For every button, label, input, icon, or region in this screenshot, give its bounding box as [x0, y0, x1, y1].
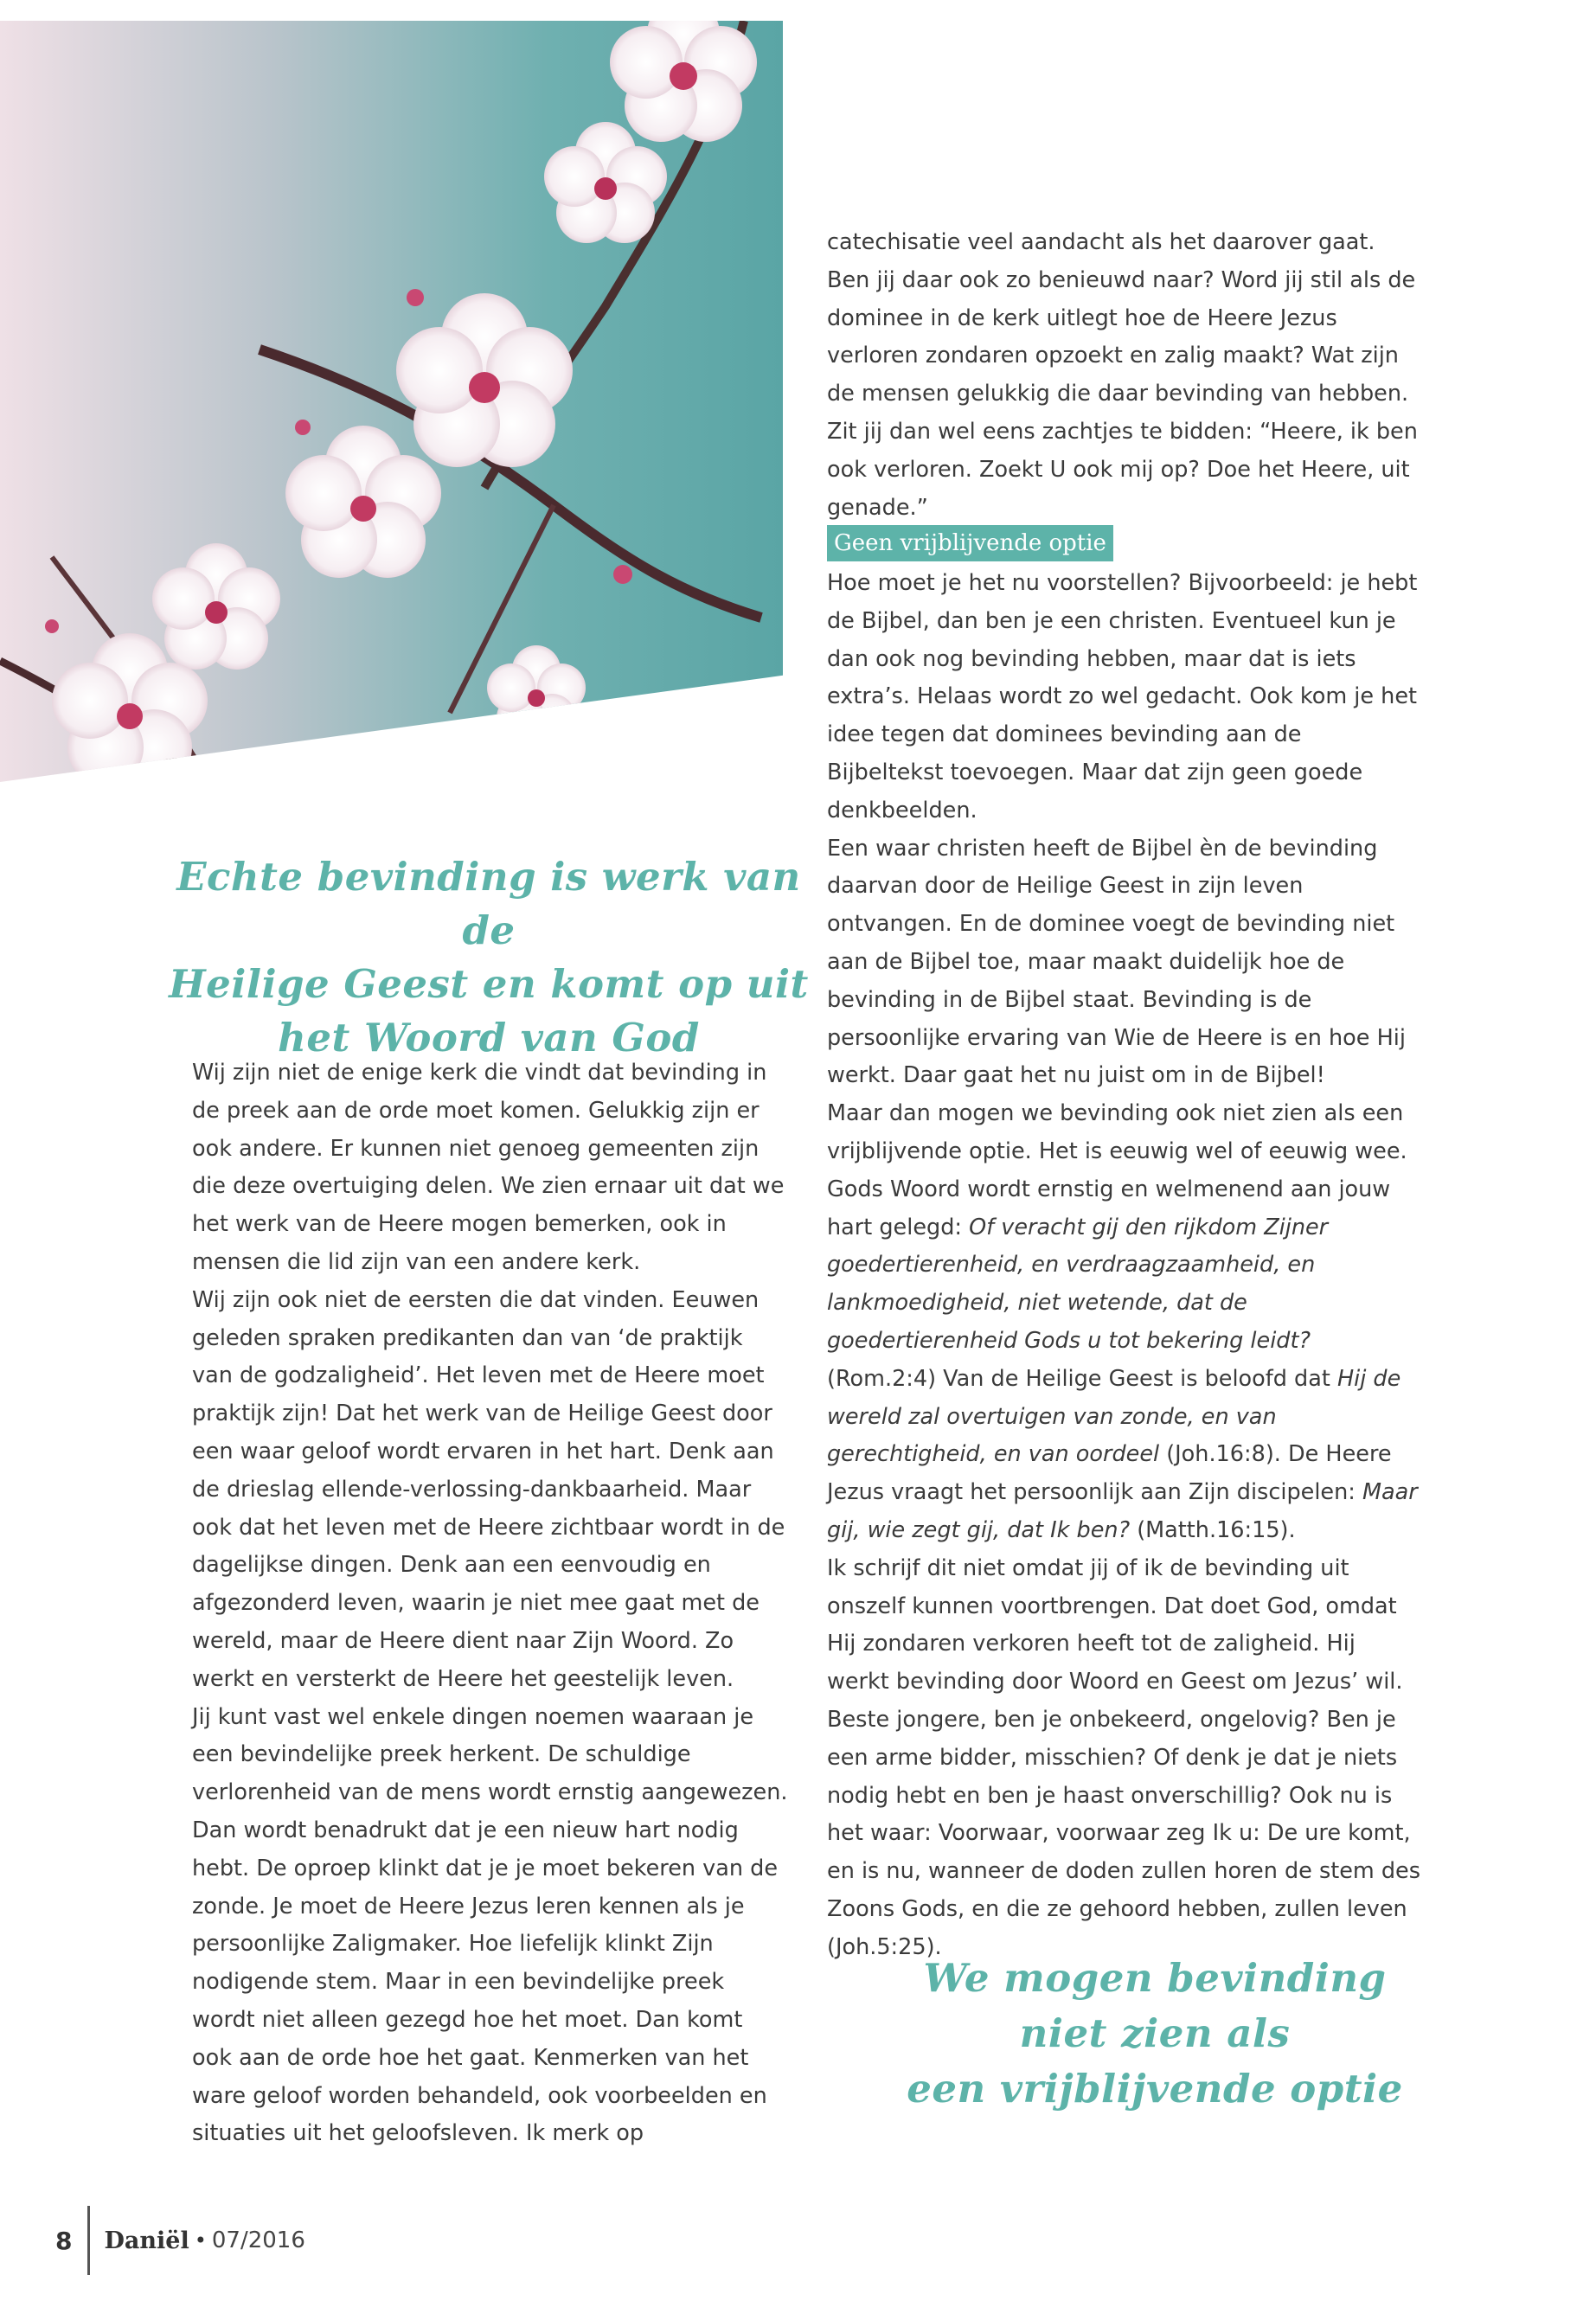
left-column: [192, 1054, 789, 2153]
issue-date: 07/2016: [211, 2227, 305, 2253]
scripture-quote: Of veracht gij den rijkdom Zijner goedertierenheid, en verdraagzaamheid, en lankmoedigheid, niet wetende, dat de goedertierenheid Gods u tot bekering leidt?: [827, 1214, 1329, 1354]
scripture-quote: Maar gij, wie zegt gij, dat Ik ben?: [827, 1479, 1418, 1543]
pull-quote-line: het Woord van God: [278, 1015, 700, 1061]
paragraph: Ik schrijf dit niet omdat jij of ik de bevinding uit onszelf kunnen voortbrengen. Dat doet God, omdat Hij zondaren verkoren heeft tot de zaligheid. Hij werkt bevinding door Woord en Geest om Jezus’ wil. Beste jongere, ben je onbekeerd, ongelovig? Ben je een arme bidder, misschien? Of denk je dat je niets nodig hebt en ben je haast onverschillig? Ook nu is het waar: Voorwaar, voorwaar zeg Ik u: De ure komt, en is nu, wanneer de doden zullen horen de stem des Zoons Gods, en die ze gehoord hebben, zullen leven (Joh.5:25).: [827, 1554, 1421, 1960]
pull-quote-1: [169, 850, 809, 1065]
right-column: [827, 565, 1424, 1966]
paragraph: Hoe moet je het nu voorstellen? Bijvoorbeeld: je hebt de Bijbel, dan ben je een christen. Eventueel kun je dan ook nog bevinding hebben, maar dat is iets extra’s. Helaas wordt zo wel gedacht. Ook kom je het idee tegen dat dominees bevinding aan de Bijbeltekst toevoegen. Maar dat zijn geen goede denkbeelden.: [827, 570, 1418, 824]
pull-quote-line: niet zien als: [1019, 2010, 1291, 2056]
pull-quote-2: [882, 1951, 1427, 2117]
scripture-quote: Hij de wereld zal overtuigen van zonde, en van gerechtigheid, en van oordeel: [827, 1365, 1401, 1468]
paragraph: [827, 1095, 1424, 1550]
text-run: (Rom.2:4) Van de Heilige Geest is beloofd dat: [827, 1365, 1337, 1392]
text-run: (Joh.16:8). De Heere Jezus vraagt het persoonlijk aan Zijn discipelen:: [827, 1441, 1392, 1506]
right-column-top: [827, 224, 1424, 527]
pull-quote-line: Heilige Geest en komt op uit: [169, 961, 809, 1007]
blossom-photo: [0, 21, 783, 782]
page-footer: [55, 2219, 305, 2262]
page-number: 8: [55, 2226, 73, 2255]
section-heading: Geen vrijblijvende optie: [827, 525, 1113, 561]
blossom-illustration: [0, 21, 783, 782]
pull-quote-line: Echte bevinding is werk van de: [176, 854, 801, 953]
bullet-separator: •: [194, 2228, 207, 2253]
pull-quote-line: een vrijblijvende optie: [907, 2066, 1403, 2112]
magazine-title: Daniël: [104, 2227, 189, 2254]
text-run: Maar dan mogen we bevinding ook niet zien als een vrijblijvende optie. Het is eeuwig wel of eeuwig wee. Gods Woord wordt ernstig en welmenend aan jouw hart gelegd:: [827, 1100, 1407, 1240]
pull-quote-line: We mogen bevinding: [923, 1955, 1387, 2001]
text-run: (Matth.16:15).: [1130, 1516, 1296, 1543]
footer-divider: [87, 2206, 90, 2275]
flower-cluster: [45, 21, 757, 782]
paragraph: Wij zijn niet de enige kerk die vindt dat bevinding in de preek aan de orde moet komen. Gelukkig zijn er ook andere. Er kunnen niet genoeg gemeenten zijn die deze overtuiging delen. We zien ernaar uit dat we het werk van de Heere mogen bemerken, ook in mensen die lid zijn van een andere kerk.: [192, 1060, 785, 1275]
paragraph: Wij zijn ook niet de eersten die dat vinden. Eeuwen geleden spraken predikanten dan van ‘de praktijk van de godzaligheid’. Het leven met de Heere moet praktijk zijn! Dat het werk van de Heilige Geest door een waar geloof wordt ervaren in het hart. Denk aan de drieslag ellende-verlossing-dankbaarheid. Maar ook dat het leven met de Heere zichtbaar wordt in de dagelijkse dingen. Denk aan een eenvoudig en afgezonderd leven, waarin je niet mee gaat met de wereld, maar de Heere dient naar Zijn Woord. Zo werkt en versterkt de Heere het geestelijk leven.: [192, 1286, 785, 1692]
paragraph: Een waar christen heeft de Bijbel èn de bevinding daarvan door de Heilige Geest in zijn leven ontvangen. En de dominee voegt de bevinding niet aan de Bijbel toe, maar maakt duidelijk hoe de bevinding in de Bijbel staat. Bevinding is de persoonlijke ervaring van Wie de Heere is en hoe Hij werkt. Daar gaat het nu juist om in de Bijbel!: [827, 835, 1406, 1089]
paragraph: catechisatie veel aandacht als het daarover gaat. Ben jij daar ook zo benieuwd naar? Word jij stil als de dominee in de kerk uitlegt hoe de Heere Jezus verloren zondaren opzoekt en zalig maakt? Wat zijn de mensen gelukkig die daar bevinding van hebben. Zit jij dan wel eens zachtjes te bidden: “Heere, ik ben ook verloren. Zoekt U ook mij op? Doe het Heere, uit genade.”: [827, 229, 1418, 521]
paragraph: Jij kunt vast wel enkele dingen noemen waaraan je een bevindelijke preek herkent. De schuldige verlorenheid van de mens wordt ernstig aangewezen. Dan wordt benadrukt dat je een nieuw hart nodig hebt. De oproep klinkt dat je je moet bekeren van de zonde. Je moet de Heere Jezus leren kennen als je persoonlijke Zaligmaker. Hoe liefelijk klinkt Zijn nodigende stem. Maar in een bevindelijke preek wordt niet alleen gezegd hoe het moet. Dan komt ook aan de orde hoe het gaat. Kenmerken van het ware geloof worden behandeld, ook voorbeelden en situaties uit het geloofsleven. Ik merk op: [192, 1703, 788, 2147]
